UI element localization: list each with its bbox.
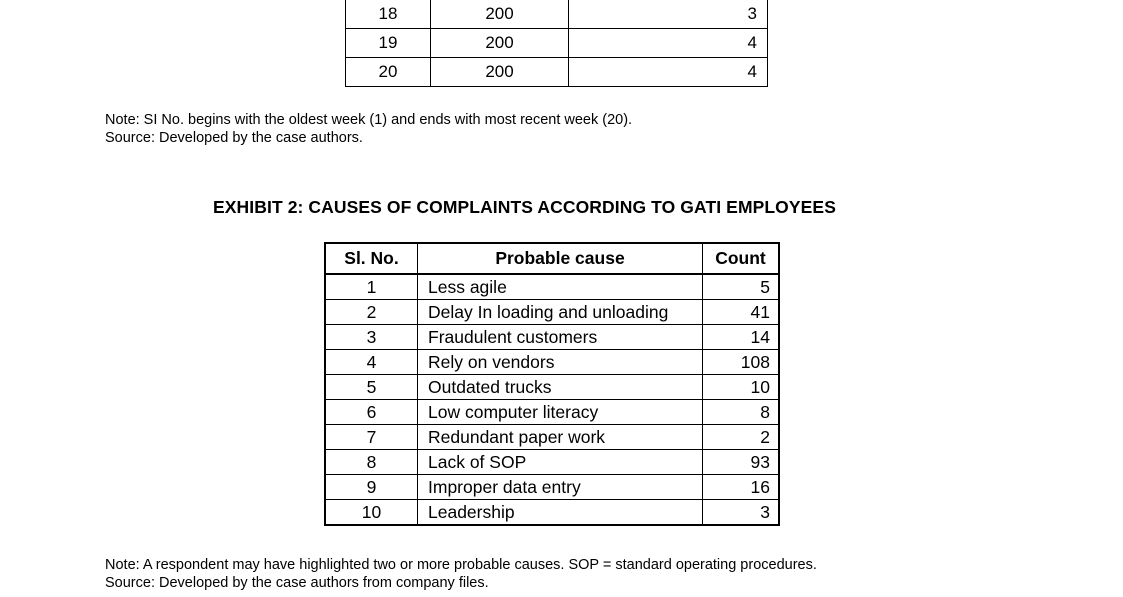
table-row: [325, 500, 779, 526]
value-cell: 3: [569, 0, 768, 29]
header-row: [325, 243, 779, 274]
count-cell: 5: [703, 274, 780, 300]
count-cell: 8: [703, 400, 780, 425]
table-row: [346, 58, 768, 87]
sl-cell: 20: [346, 58, 431, 87]
header-cause: Probable cause: [418, 243, 703, 274]
cause-cell: Fraudulent customers: [418, 325, 703, 350]
weekly-data-table-partial: [345, 0, 768, 87]
table-row: [325, 350, 779, 375]
cause-cell: Delay In loading and unloading: [418, 300, 703, 325]
count-cell: 14: [703, 325, 780, 350]
table-row: [325, 475, 779, 500]
sl-cell: 19: [346, 29, 431, 58]
table-row: [325, 274, 779, 300]
cause-cell: Redundant paper work: [418, 425, 703, 450]
cause-cell: Improper data entry: [418, 475, 703, 500]
count-cell: 10: [703, 375, 780, 400]
header-count: Count: [703, 243, 780, 274]
sl-cell: 2: [325, 300, 418, 325]
cause-cell: Less agile: [418, 274, 703, 300]
table-row: [346, 0, 768, 29]
sl-cell: 4: [325, 350, 418, 375]
note-text: Note: A respondent may have highlighted two or more probable causes. SOP = standard operating procedures.: [105, 557, 817, 573]
sl-cell: 5: [325, 375, 418, 400]
count-cell: 3: [703, 500, 780, 526]
sl-cell: 9: [325, 475, 418, 500]
cause-cell: Lack of SOP: [418, 450, 703, 475]
note-block-2: [105, 556, 817, 592]
count-cell: 2: [703, 425, 780, 450]
value-cell: 200: [431, 29, 569, 58]
value-cell: 200: [431, 58, 569, 87]
cause-cell: Outdated trucks: [418, 375, 703, 400]
table-row: [325, 425, 779, 450]
cause-cell: Low computer literacy: [418, 400, 703, 425]
count-cell: 93: [703, 450, 780, 475]
note-text: Note: SI No. begins with the oldest week (1) and ends with most recent week (20).: [105, 112, 633, 128]
sl-cell: 18: [346, 0, 431, 29]
sl-cell: 1: [325, 274, 418, 300]
header-sl: Sl. No.: [325, 243, 418, 274]
source-text: Source: Developed by the case authors.: [105, 130, 363, 146]
sl-cell: 10: [325, 500, 418, 526]
sl-cell: 7: [325, 425, 418, 450]
table-row: [325, 300, 779, 325]
exhibit-title: EXHIBIT 2: CAUSES OF COMPLAINTS ACCORDING TO GATI EMPLOYEES: [213, 197, 836, 217]
causes-table: [324, 242, 780, 526]
note-block-1: [105, 111, 632, 147]
count-cell: 108: [703, 350, 780, 375]
cause-cell: Rely on vendors: [418, 350, 703, 375]
count-cell: 41: [703, 300, 780, 325]
table-row: [325, 375, 779, 400]
sl-cell: 6: [325, 400, 418, 425]
source-text: Source: Developed by the case authors from company files.: [105, 575, 489, 591]
value-cell: 200: [431, 0, 569, 29]
cause-cell: Leadership: [418, 500, 703, 526]
table-row: [325, 400, 779, 425]
value-cell: 4: [569, 29, 768, 58]
table-row: [325, 450, 779, 475]
table-row: [346, 29, 768, 58]
table-row: [325, 325, 779, 350]
count-cell: 16: [703, 475, 780, 500]
value-cell: 4: [569, 58, 768, 87]
sl-cell: 8: [325, 450, 418, 475]
sl-cell: 3: [325, 325, 418, 350]
